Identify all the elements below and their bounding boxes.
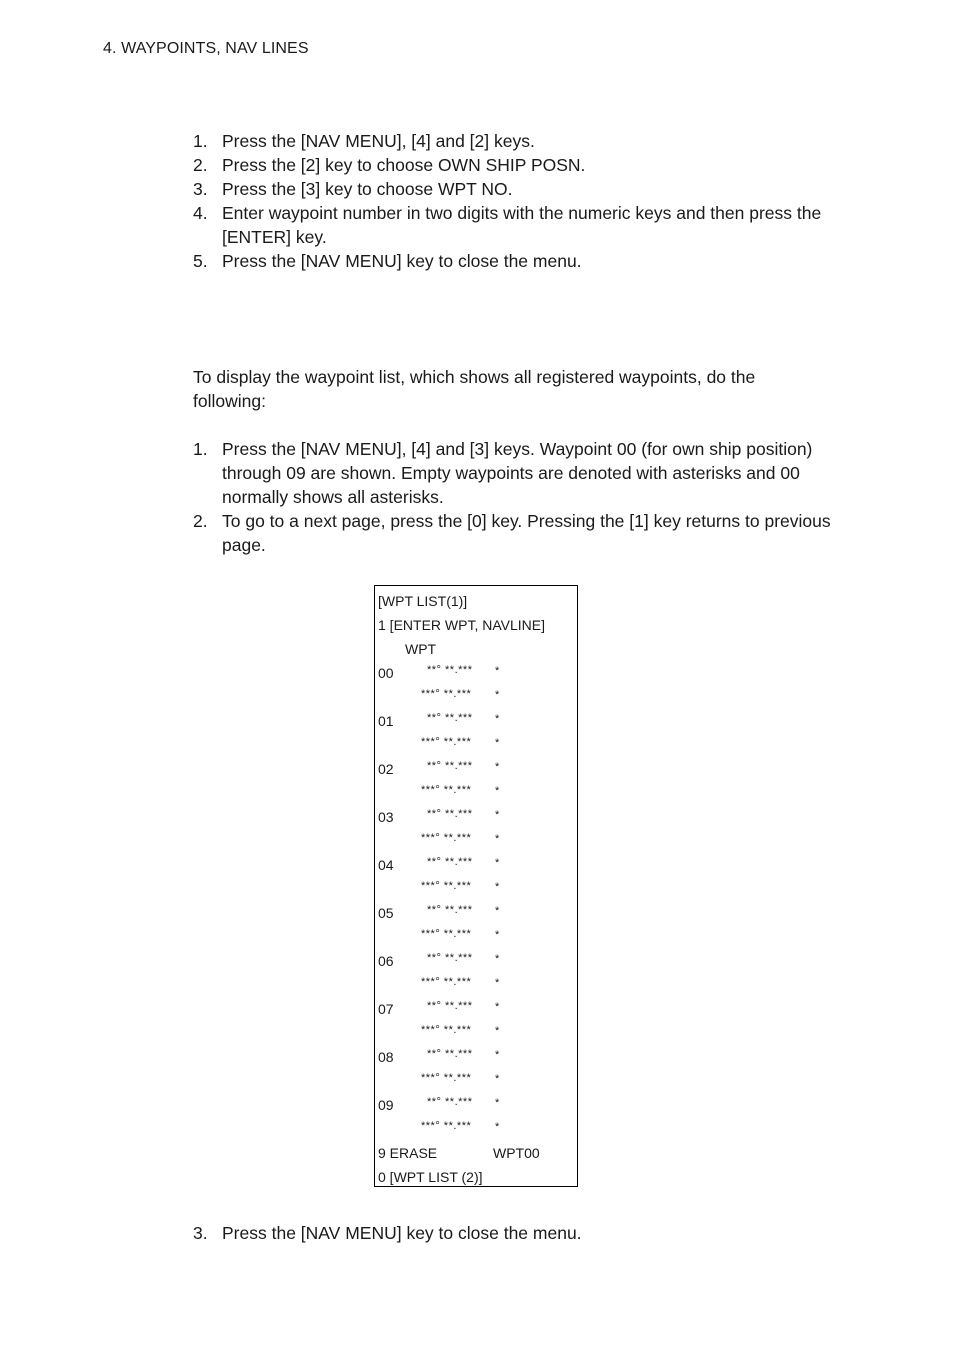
longitude-value: ***° **.*** (421, 688, 472, 700)
step-number: 2. (193, 155, 208, 175)
latitude-value: **° **.*** (427, 712, 473, 724)
waypoint-number: 06 (378, 953, 394, 969)
lat-hemisphere: * (495, 857, 500, 869)
lon-hemisphere: * (495, 833, 500, 845)
list-item (193, 201, 833, 249)
menu-option-row (375, 613, 577, 637)
wpt-column-header: WPT (405, 641, 437, 657)
list-item (193, 177, 833, 201)
waypoint-number: 07 (378, 1001, 394, 1017)
lon-hemisphere: * (495, 1025, 500, 1037)
menu-option-enter-wpt[interactable]: 1 [ENTER WPT, NAVLINE] (378, 617, 545, 633)
step-text: Press the [NAV MENU] key to close the menu. (222, 251, 582, 271)
waypoint-rows (375, 661, 577, 1141)
waypoint-lon-row (375, 733, 577, 757)
list-item (193, 1221, 833, 1245)
waypoint-lon-row (375, 1069, 577, 1093)
erase-target: WPT00 (493, 1145, 540, 1161)
waypoint-number: 03 (378, 809, 394, 825)
step-number: 1. (193, 131, 208, 151)
waypoint-lat-row[interactable] (375, 805, 577, 829)
wpt-list-title-row (375, 589, 577, 613)
waypoint-lat-row[interactable] (375, 1093, 577, 1117)
list-item (193, 129, 833, 153)
step-text: Press the [3] key to choose WPT NO. (222, 179, 513, 199)
lon-hemisphere: * (495, 1121, 500, 1133)
menu-option-erase[interactable]: 9 ERASE (378, 1145, 438, 1161)
longitude-value: ***° **.*** (421, 1072, 472, 1084)
step-number: 4. (193, 203, 208, 223)
lat-hemisphere: * (495, 1049, 500, 1061)
waypoint-lon-row (375, 877, 577, 901)
next-page-row (375, 1165, 577, 1189)
list-item (193, 249, 833, 273)
waypoint-lat-row[interactable] (375, 949, 577, 973)
wpt-list-screen (374, 585, 578, 1187)
latitude-value: **° **.*** (427, 760, 473, 772)
lon-hemisphere: * (495, 1073, 500, 1085)
waypoint-number: 01 (378, 713, 394, 729)
intro-paragraph: To display the waypoint list, which shows all registered waypoints, do the following: (193, 367, 756, 411)
step-text: Press the [NAV MENU], [4] and [3] keys. Waypoint 00 (for own ship position) through 09 are shown. Empty waypoints are denoted with asterisks and 00 normally shows all asterisks. (222, 439, 813, 507)
lat-hemisphere: * (495, 713, 500, 725)
waypoint-lon-row (375, 973, 577, 997)
lat-hemisphere: * (495, 1001, 500, 1013)
waypoint-number: 02 (378, 761, 394, 777)
step-number: 5. (193, 251, 208, 271)
waypoint-number: 05 (378, 905, 394, 921)
longitude-value: ***° **.*** (421, 1120, 472, 1132)
latitude-value: **° **.*** (427, 1096, 473, 1108)
waypoint-lat-row[interactable] (375, 901, 577, 925)
list-item (193, 509, 833, 557)
lon-hemisphere: * (495, 929, 500, 941)
column-header-row (375, 637, 577, 661)
latitude-value: **° **.*** (427, 904, 473, 916)
lon-hemisphere: * (495, 881, 500, 893)
waypoint-lat-row[interactable] (375, 853, 577, 877)
longitude-value: ***° **.*** (421, 736, 472, 748)
latitude-value: **° **.*** (427, 664, 473, 676)
step-text: Press the [2] key to choose OWN SHIP POSN. (222, 155, 586, 175)
lat-hemisphere: * (495, 761, 500, 773)
waypoint-lon-row (375, 685, 577, 709)
procedure-list-3 (193, 1221, 833, 1245)
step-number: 1. (193, 439, 208, 459)
longitude-value: ***° **.*** (421, 928, 472, 940)
procedure-list-2 (193, 437, 833, 557)
waypoint-lon-row (375, 829, 577, 853)
waypoint-lat-row[interactable] (375, 757, 577, 781)
waypoint-lat-row[interactable] (375, 1045, 577, 1069)
lat-hemisphere: * (495, 665, 500, 677)
list-item (193, 437, 833, 509)
longitude-value: ***° **.*** (421, 1024, 472, 1036)
waypoint-lon-row (375, 781, 577, 805)
longitude-value: ***° **.*** (421, 976, 472, 988)
latitude-value: **° **.*** (427, 1000, 473, 1012)
lat-hemisphere: * (495, 1097, 500, 1109)
step-number: 2. (193, 511, 208, 531)
latitude-value: **° **.*** (427, 1048, 473, 1060)
menu-option-next-page[interactable]: 0 [WPT LIST (2)] (378, 1169, 483, 1185)
waypoint-lat-row[interactable] (375, 997, 577, 1021)
step-number: 3. (193, 1223, 208, 1243)
latitude-value: **° **.*** (427, 952, 473, 964)
list-item (193, 153, 833, 177)
longitude-value: ***° **.*** (421, 784, 472, 796)
erase-row (375, 1141, 577, 1165)
waypoint-number: 08 (378, 1049, 394, 1065)
lat-hemisphere: * (495, 953, 500, 965)
lon-hemisphere: * (495, 689, 500, 701)
longitude-value: ***° **.*** (421, 832, 472, 844)
procedure-list-1 (193, 129, 833, 273)
lon-hemisphere: * (495, 737, 500, 749)
waypoint-lon-row (375, 925, 577, 949)
longitude-value: ***° **.*** (421, 880, 472, 892)
lon-hemisphere: * (495, 977, 500, 989)
latitude-value: **° **.*** (427, 808, 473, 820)
waypoint-lat-row[interactable] (375, 661, 577, 685)
wpt-list-title: [WPT LIST(1)] (378, 593, 468, 609)
waypoint-lon-row (375, 1117, 577, 1141)
lat-hemisphere: * (495, 905, 500, 917)
lat-hemisphere: * (495, 809, 500, 821)
step-text: Press the [NAV MENU] key to close the menu. (222, 1223, 582, 1243)
waypoint-lat-row[interactable] (375, 709, 577, 733)
waypoint-lon-row (375, 1021, 577, 1045)
lon-hemisphere: * (495, 785, 500, 797)
waypoint-number: 00 (378, 665, 394, 681)
step-number: 3. (193, 179, 208, 199)
section-header: 4. WAYPOINTS, NAV LINES (103, 40, 309, 57)
step-text: To go to a next page, press the [0] key. Pressing the [1] key returns to previous page. (222, 511, 831, 555)
step-text: Enter waypoint number in two digits with the numeric keys and then press the [ENTER] key. (222, 203, 822, 247)
waypoint-number: 09 (378, 1097, 394, 1113)
step-text: Press the [NAV MENU], [4] and [2] keys. (222, 131, 535, 151)
waypoint-number: 04 (378, 857, 394, 873)
latitude-value: **° **.*** (427, 856, 473, 868)
